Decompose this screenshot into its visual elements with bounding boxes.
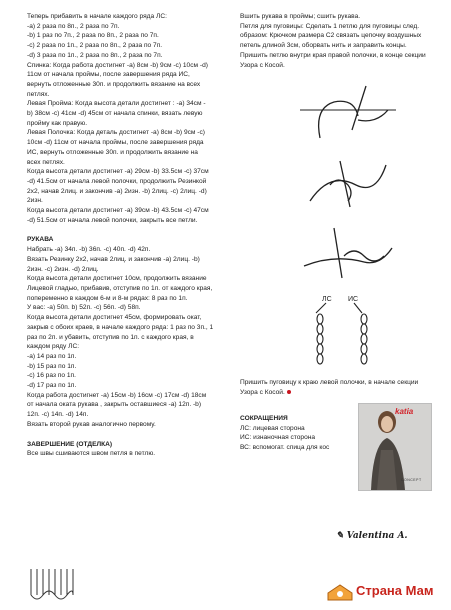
- button-instructions: [240, 378, 436, 397]
- text-line: 12п. -с) 14п. -d) 14п.: [27, 411, 89, 419]
- left-column: [27, 12, 223, 459]
- text-line: Узора с Косой.: [240, 388, 436, 398]
- text-line: 10см -d) 11см от начала проймы, после завершения ряда: [27, 139, 204, 147]
- text-line: Когда высота детали достигнет 10см, продолжить вязание: [27, 275, 207, 283]
- text-line: попеременно в каждом 6-м и 8-м рядах: 8 раз по 1п.: [27, 294, 188, 302]
- abbr-item: ВС: вспомогат. спица для кос: [240, 444, 330, 452]
- crochet-step-1-illustration: [300, 80, 396, 144]
- text-line: -с) 16 раз по 1п.: [27, 372, 76, 380]
- text-line: Петля для пуговицы: Сделать 1 петлю для пуговицы след.: [240, 22, 420, 30]
- text-line: пройму как правую.: [27, 119, 88, 127]
- text-line: закрыв с обоих краев, в начале каждого ряда: 1 раз по 3п., 1: [27, 323, 214, 331]
- text-line: -а) 2 раза по 8п., 2 раза по 7п.: [27, 22, 120, 30]
- text-line: образом: Крючком размера С2 связать цепочку воздушных: [240, 32, 422, 40]
- text-line: -d) 41.5см от начала левой полочки, продолжить Резинкой: [27, 177, 207, 185]
- text-line: 11см от начала проймы, после завершения ряда ИС,: [27, 71, 190, 79]
- text-line: всех петлях.: [27, 158, 65, 166]
- text-line: раз по 2п. и убавить, отступив по 1п. с каждого края, в: [27, 333, 194, 341]
- text-line: Теперь прибавить в начале каждого ряда ЛС:: [27, 13, 167, 20]
- text-line: b) 38см -с) 41см -d) 45см от начала спинки, вязать левую: [27, 110, 203, 118]
- text-line: Лицевой гладью, прибавив, отступив по 1п. от каждого края,: [27, 284, 213, 292]
- text-line: Спинка: Когда работа достигнет -а) 8см -b) 9см -с) 10см -d): [27, 61, 208, 69]
- text-line: -d) 3 раза по 1п., 2 раза по 8п., 2 раза по 7п.: [27, 51, 163, 59]
- abbreviations-block: [240, 414, 358, 453]
- text-line: -с) 2 раза по 1п., 2 раза по 8п., 2 раза по 7п.: [27, 42, 163, 50]
- right-column: [240, 12, 436, 70]
- text-line: Вязать второй рукав аналогично первому.: [27, 420, 156, 428]
- text-line: Вшить рукава в проймы; сшить рукава.: [240, 13, 361, 20]
- brand-logo: katia: [395, 407, 414, 416]
- text-line: петель длиной 3см, оборвать нить и заправить концы.: [240, 42, 407, 50]
- text-line: Вязать Резинку 2х2, начав 2лиц. и закончив -а) 2лиц. -b): [27, 255, 200, 263]
- section-heading-finishing: ЗАВЕРШЕНИЕ (ОТДЕЛКА): [27, 440, 113, 448]
- text-line: Когда высота детали достигнет -а) 39см -b) 43.5см -с) 47см: [27, 207, 209, 215]
- text-line: Узора с Косой.: [240, 61, 285, 69]
- text-line: от начала оката рукава , закрыть оставшиеся -а) 12п. -b): [27, 401, 202, 409]
- text-line: ИС, вернуть отложенные 30п. и продолжить вязание на: [27, 148, 198, 156]
- stitch-swatch-illustration: [27, 565, 81, 603]
- abbr-item: ИС: изнаночная сторона: [240, 434, 316, 442]
- section-heading-sleeves: РУКАВА: [27, 236, 54, 244]
- text-line: Когда высота детали достигнет 45см, формировать окат,: [27, 314, 202, 322]
- chain-stitch-diagram: [300, 293, 396, 367]
- text-line: Когда работа достигнет -а) 15см -b) 16см -с) 17см -d) 18см: [27, 391, 207, 399]
- house-logo-icon: [326, 583, 354, 601]
- text-line: Левая Пройма: Когда высота детали достигнет : -а) 34см -: [27, 100, 206, 108]
- text-line: -d) 51.5см от начала левой полочки, закрыть все петли.: [27, 216, 198, 224]
- text-line: Пришить пуговицу к краю левой полочки, в начале секции: [240, 379, 419, 386]
- text-line: Пришить петлю внутри края правой полочки, в конце секции: [240, 51, 426, 59]
- text-line: 2х2, начав 2лиц. и закончив -а) 2изн. -b) 2лиц. -с) 2лиц. -d): [27, 187, 207, 195]
- text-line: Все швы сшиваются швом петля в петлю.: [27, 450, 156, 458]
- text-line: вернуть отложенные 30п. и продолжить вязание на всех: [27, 80, 201, 88]
- author-signature: ✎ Valentina A.: [336, 531, 408, 541]
- text-line: -а) 14 раз по 1п.: [27, 352, 77, 360]
- crochet-step-2-illustration: [300, 151, 396, 215]
- text-line: У вас: -а) 50п. b) 52п. -с) 56п. -d) 58п.: [27, 304, 141, 312]
- abbr-item: ЛС: лицевая сторона: [240, 424, 305, 432]
- concept-label: CONCEPT: [401, 478, 422, 482]
- text-line: петлях.: [27, 90, 50, 98]
- watermark-text: Страна Мам: [356, 583, 434, 598]
- text-line: Набрать -а) 34п. -b) 36п. -с) 40п. -d) 42п.: [27, 246, 151, 254]
- text-line: каждом ряду ЛС:: [27, 343, 80, 351]
- text-line: Когда высота детали достигнет -а) 29см -b) 33.5см -с) 37см: [27, 168, 209, 176]
- label-is: ИС: [348, 296, 359, 303]
- text-line: -b) 1 раз по 7п., 2 раза по 8п., 2 раза по 7п.: [27, 32, 159, 40]
- text-line: 2изн. -с) 2изн. -d) 2лиц.: [27, 265, 99, 273]
- text-line: Левая Полочка: Когда деталь достигнет -а) 8см -b) 9см -с): [27, 129, 205, 137]
- text-line: 2изн.: [27, 197, 43, 205]
- abbr-title: СОКРАЩЕНИЯ: [240, 415, 288, 422]
- crochet-step-3-illustration: [300, 222, 396, 286]
- pencil-icon: ✎: [336, 531, 347, 541]
- magazine-cover-image: [358, 403, 432, 491]
- red-bullet-icon: [287, 390, 291, 394]
- text-line: -d) 17 раз по 1п.: [27, 382, 77, 390]
- label-ls: ЛС: [322, 296, 332, 303]
- text-line: -b) 15 раз по 1п.: [27, 362, 77, 370]
